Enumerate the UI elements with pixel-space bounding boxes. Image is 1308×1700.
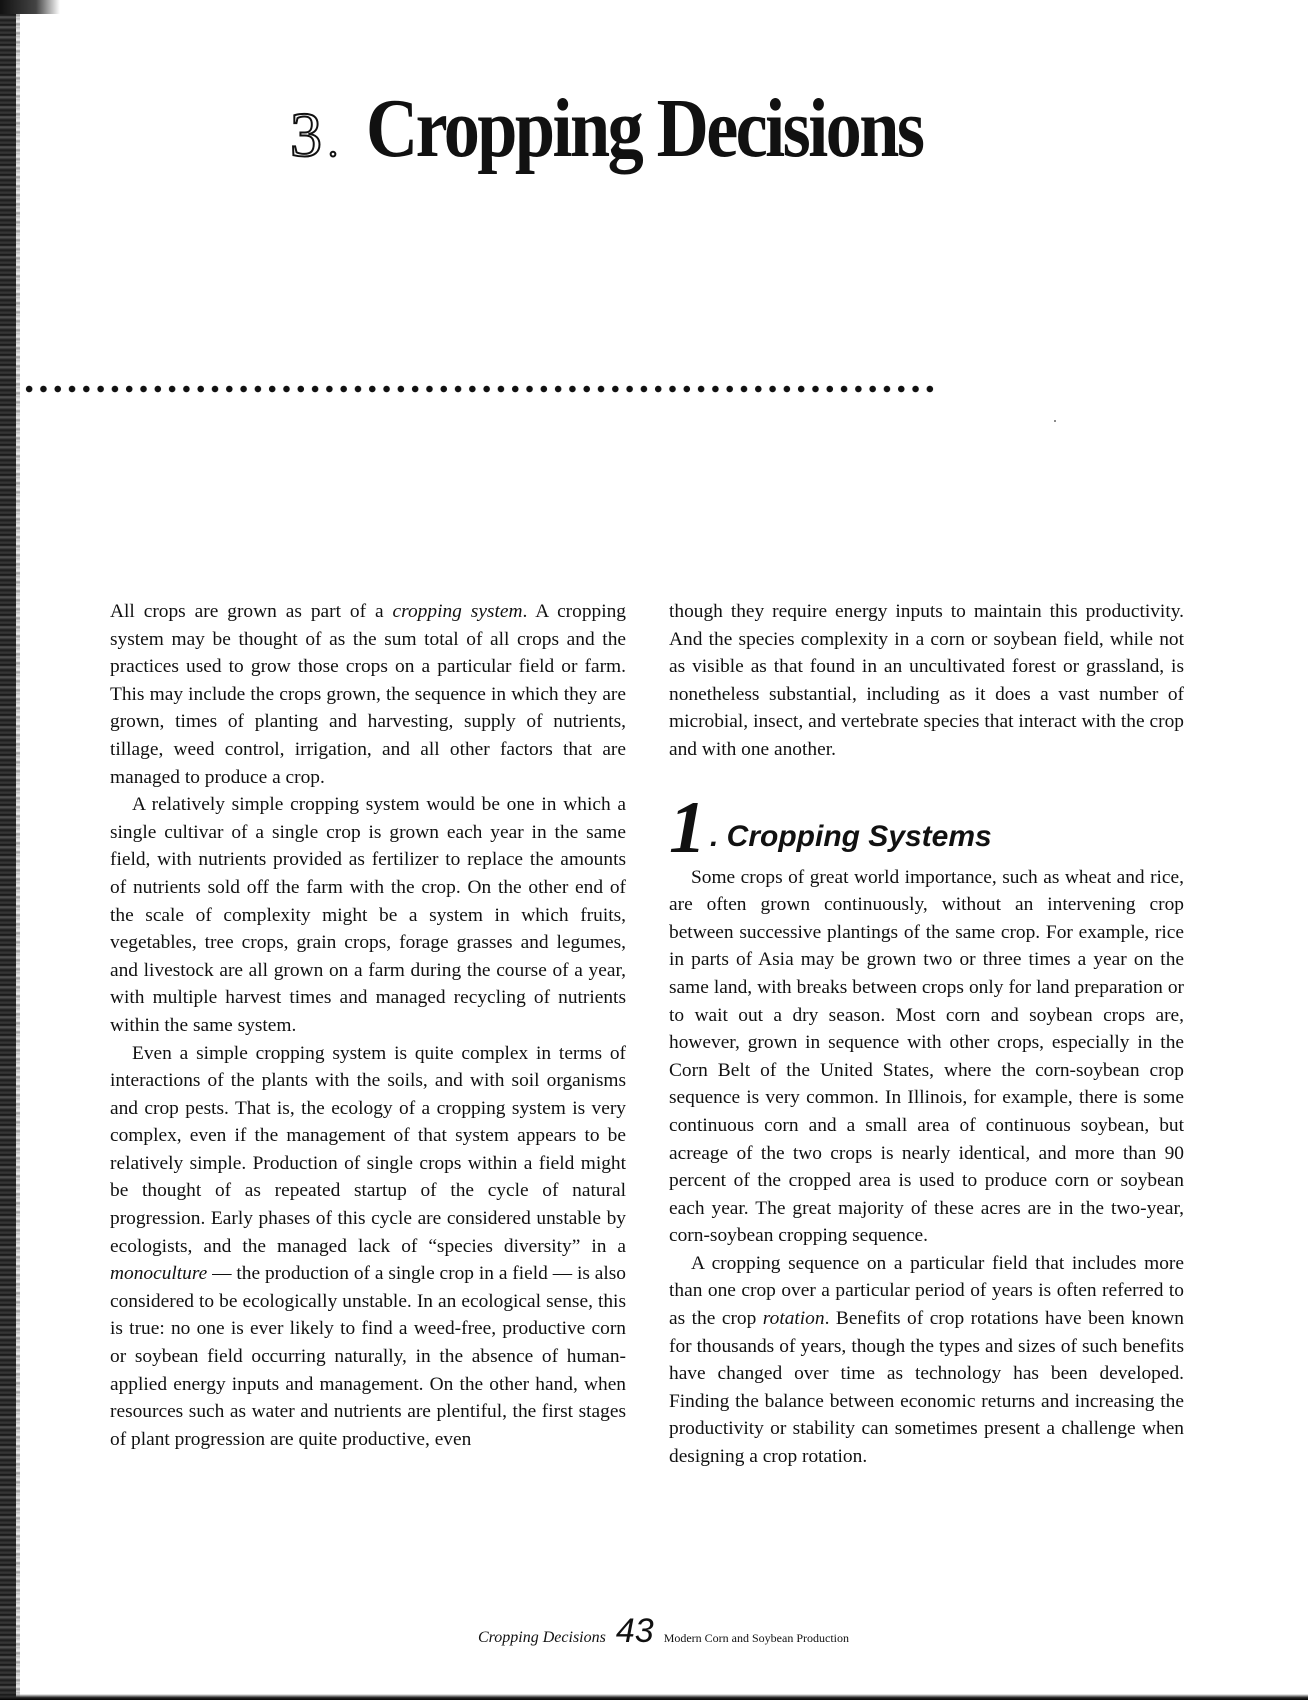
- scan-bottom-edge: [0, 1694, 1308, 1700]
- paragraph: A relatively simple cropping system would be one in which a single cultivar of a single crop is grown each year in the same field, with nutrients provided as fertilizer to replace the amounts of nutrients sold off the farm with the crop. On the other end of the scale of complexity might be a system in which fruits, vegetables, tree crops, grain crops, forage grasses and legumes, and livestock are all grown on a farm during the course of a year, with multiple harvest times and managed recycling of nutrients within the same system.: [110, 794, 626, 1036]
- section-number: 1: [669, 786, 706, 869]
- paragraph: All crops are grown as part of a cropping system. A cropping system may be thought of as the sum total of all crops and the practices used to grow those crops on a particular field or farm. This may include the crops grown, the sequence in which they are grown, times of planting and harvesting, supply of nutrients, tillage, weed control, irrigation, and all other factors that are managed to produce a crop.: [110, 601, 626, 788]
- dotted-divider: [22, 384, 940, 394]
- emphasis-term: rotation: [762, 1308, 825, 1330]
- left-text-column: [110, 598, 626, 1453]
- paragraph: A cropping sequence on a particular field that includes more than one crop over a particular period of years is often referred to as the crop rotation. Benefits of crop rotations have been known for thousands of years, though the types and sizes of such benefits have changed over time as technology has been developed. Finding the balance between economic returns and increasing the productivity or stability can sometimes present a challenge when designing a crop rotation.: [669, 1252, 1184, 1468]
- section-title: . Cropping Systems: [710, 819, 992, 853]
- section-heading: [669, 786, 1184, 869]
- scan-corner-mark: [0, 0, 60, 14]
- right-text-column: [669, 598, 1184, 1471]
- paragraph: though they require energy inputs to maintain this productivity. And the species complexity in a corn or soybean field, while not as visible as that found in an uncultivated forest or grassland, is nonetheless substantial, including as it does a vast number of microbial, insect, and vertebrate species that interact with the crop and with one another.: [669, 601, 1184, 760]
- scan-left-edge: [0, 0, 16, 1700]
- chapter-title: Cropping Decisions: [366, 82, 923, 175]
- emphasis-term: monoculture: [110, 1263, 208, 1285]
- page-number: 43: [615, 1612, 654, 1650]
- book-title: Modern Corn and Soybean Production: [663, 1631, 849, 1645]
- scan-speck: [1054, 420, 1056, 422]
- chapter-number-dot: .: [328, 120, 338, 165]
- page-footer: [478, 1612, 849, 1652]
- emphasis-term: cropping system: [392, 601, 523, 622]
- running-head: Cropping Decisions: [478, 1629, 606, 1646]
- chapter-heading: [290, 80, 1013, 190]
- paragraph: Even a simple cropping system is quite complex in terms of interactions of the plants with the soils, and with soil organisms and crop pests. That is, the ecology of a cropping system is very complex, even if the management of that system appears to be relatively simple. Production of single crops within a field might be thought of as repeated startup of the cycle of natural progression. Early phases of this cycle are considered unstable by ecologists, and the managed lack of “species diversity” in a monoculture — the production of a single crop in a field — is also considered to be ecologically unstable. In an ecological sense, this is true: no one is ever likely to find a weed-free, productive corn or soybean field occurring naturally, in the absence of human-applied energy inputs and management. On the other hand, when resources such as water and nutrients are plentiful, the first stages of plant progression are quite productive, even: [110, 1042, 626, 1450]
- paragraph: Some crops of great world importance, such as wheat and rice, are often grown continuously, without an intervening crop between successive plantings of the same crop. For example, rice in parts of Asia may be grown two or three times a year on the same land, with breaks between crops only for land preparation or to wait out a dry season. Most corn and soybean crops are, however, grown in sequence with other crops, especially in the Corn Belt of the United States, where the corn-soybean crop sequence is very common. In Illinois, for example, there is some continuous corn and a small area of continuous soybean, but acreage of the two crops is nearly identical, and more than 90 percent of the cropped area is used to produce corn or soybean each year. The great majority of these acres are in the two-year, corn-soybean cropping sequence.: [669, 866, 1184, 1247]
- chapter-number: 3: [290, 99, 322, 170]
- scan-edge-shadow: [16, 0, 20, 1700]
